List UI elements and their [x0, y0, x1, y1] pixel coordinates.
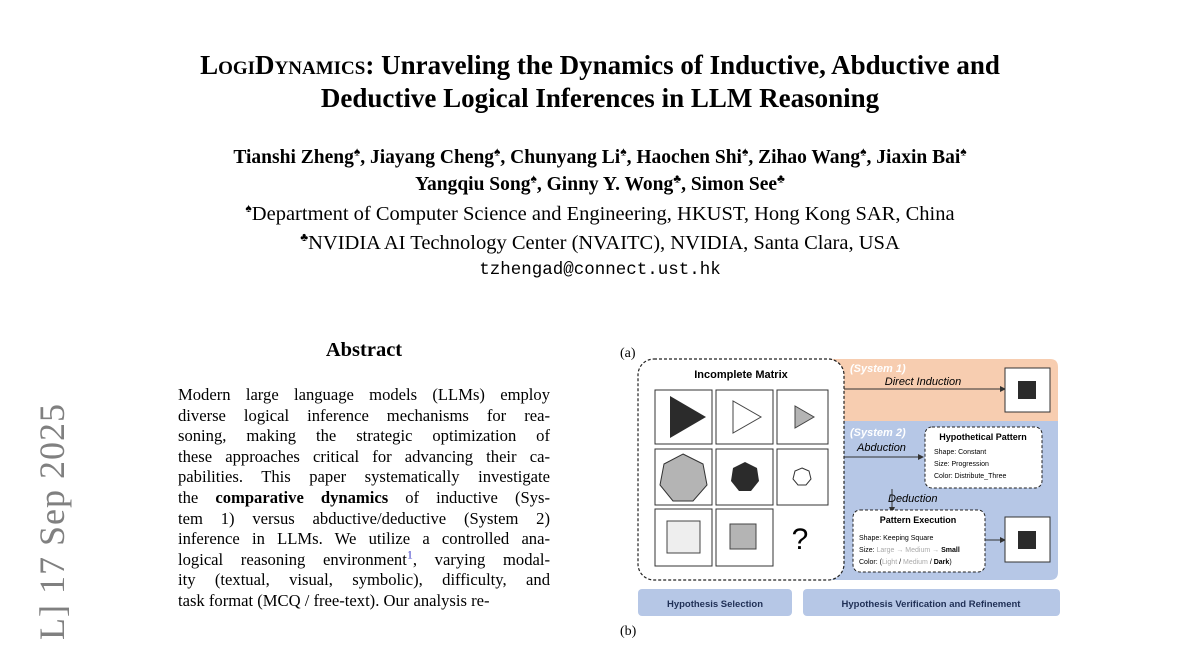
club-mark: ♣ — [300, 230, 309, 245]
missing-cell-question-mark: ? — [791, 523, 809, 556]
affiliation-mark: ♠ — [741, 144, 749, 159]
title-system-name: LogiDynamics — [200, 50, 366, 80]
matrix-title: Incomplete Matrix — [694, 369, 788, 381]
abstract-body — [178, 385, 550, 612]
large-light-square — [667, 521, 700, 553]
figure-label-b: (b) — [620, 624, 637, 639]
author-name: Simon See — [690, 174, 778, 195]
abstract-line: logical reasoning environment$^1$, varying modal- — [178, 547, 550, 569]
abstract-line: these approaches critical for advancing their ca- — [178, 446, 550, 466]
affiliation-mark: ♠ — [353, 144, 361, 159]
hypothetical-pattern-size: Size: Progression — [934, 461, 989, 468]
figure-a-diagram — [630, 355, 1070, 620]
pattern-execution-size: Size: Large → Medium → Small — [859, 547, 960, 554]
abstract-line: the comparative dynamics of inductive (Sys- — [178, 487, 550, 507]
system2-answer-square — [1018, 531, 1036, 549]
abstract-line: soning, making the strategic optimization of — [178, 426, 550, 446]
abstract-line: tem 1) versus abductive/deductive (System 2) — [178, 508, 550, 528]
affiliation-mark: ♠ — [960, 144, 967, 159]
author-name: Haochen Shi — [636, 147, 742, 168]
affiliation-mark: ♣ — [777, 171, 785, 186]
author-name: Tianshi Zheng — [233, 147, 354, 168]
spade-mark: ♠ — [245, 201, 252, 216]
pattern-execution-color: Color: (Light / Medium / Dark) — [859, 559, 952, 566]
authors-line2: Yangqiu Song♠, Ginny Y. Wong♣, Simon See♣ — [415, 171, 785, 195]
affiliation-nvidia — [0, 229, 1200, 258]
affiliation-hkust — [0, 200, 1200, 229]
abstract-line: task format (MCQ / free-text). Our analysis re- — [178, 590, 490, 610]
affiliation-nvidia-text: NVIDIA AI Technology Center (NVAITC), NVIDIA, Santa Clara, USA — [308, 232, 900, 254]
affiliation-mark: ♣ — [673, 171, 682, 186]
abstract-line: diverse logical inference mechanisms for rea- — [178, 405, 550, 425]
affiliation-mark: ♠ — [530, 171, 537, 186]
author-name: Zihao Wang — [758, 147, 861, 168]
system1-answer-square — [1018, 381, 1036, 399]
abstract-heading: Abstract — [325, 339, 403, 361]
affiliation-mark: ♠ — [494, 144, 501, 159]
hypothesis-verification-label: Hypothesis Verification and Refinement — [841, 599, 1021, 610]
direct-induction-label: Direct Induction — [884, 376, 962, 388]
affiliation-mark: ♠ — [860, 144, 867, 159]
hypothetical-pattern-color: Color: Distribute_Three — [934, 473, 1007, 480]
system2-label: (System 2) — [850, 427, 906, 439]
medium-gray-square — [730, 524, 756, 549]
abstract-line: pabilities. This paper systematically investigate — [178, 467, 550, 487]
affiliation-mark: ♠ — [620, 144, 627, 159]
footnote-link[interactable]: 1 — [406, 547, 413, 562]
pattern-execution-title: Pattern Execution — [879, 515, 957, 525]
hypothetical-pattern-shape: Shape: Constant — [934, 449, 987, 456]
author-name: Yangqiu Song — [415, 174, 531, 195]
figure-label-a: (a) — [620, 346, 636, 361]
arxiv-stamp: L] 17 Sep 2025 — [32, 403, 72, 640]
hypothetical-pattern-title: Hypothetical Pattern — [939, 432, 1027, 442]
author-name: Ginny Y. Wong — [546, 174, 674, 195]
abstract-line: inference in LLMs. We utilize a controlled ana- — [178, 529, 550, 549]
hypothesis-selection-label: Hypothesis Selection — [666, 599, 764, 610]
author-name: Jiayang Cheng — [369, 147, 495, 168]
abstract-line: Modern large language models (LLMs) employ — [178, 385, 550, 404]
author-name: Jiaxin Bai — [876, 147, 961, 168]
abstract-line: ity (textual, visual, symbolic), difficulty, and — [178, 570, 550, 590]
abstract-emphasis: comparative dynamics — [215, 487, 389, 507]
affiliation-hkust-text: Department of Computer Science and Engineering, HKUST, Hong Kong SAR, China — [251, 203, 955, 225]
small-light-heptagon — [793, 468, 811, 485]
paper-title — [0, 49, 1200, 82]
abduction-label: Abduction — [857, 442, 906, 454]
title-line1: : Unraveling the Dynamics of Inductive, Abductive and — [365, 50, 1000, 80]
author-name: Chunyang Li — [510, 147, 621, 168]
paper-title-line2: Deductive Logical Inferences in LLM Reasoning — [320, 83, 880, 113]
pattern-execution-shape: Shape: Keeping Square — [859, 535, 934, 542]
deduction-label: Deduction — [888, 493, 938, 505]
author-email[interactable]: tzhengad@connect.ust.hk — [479, 260, 721, 280]
system1-label: (System 1) — [850, 363, 906, 375]
authors-line1: Tianshi Zheng♠, Jiayang Cheng♠, Chunyang Li♠, Haochen Shi♠, Zihao Wang♠, Jiaxin Bai♠ — [233, 144, 967, 168]
